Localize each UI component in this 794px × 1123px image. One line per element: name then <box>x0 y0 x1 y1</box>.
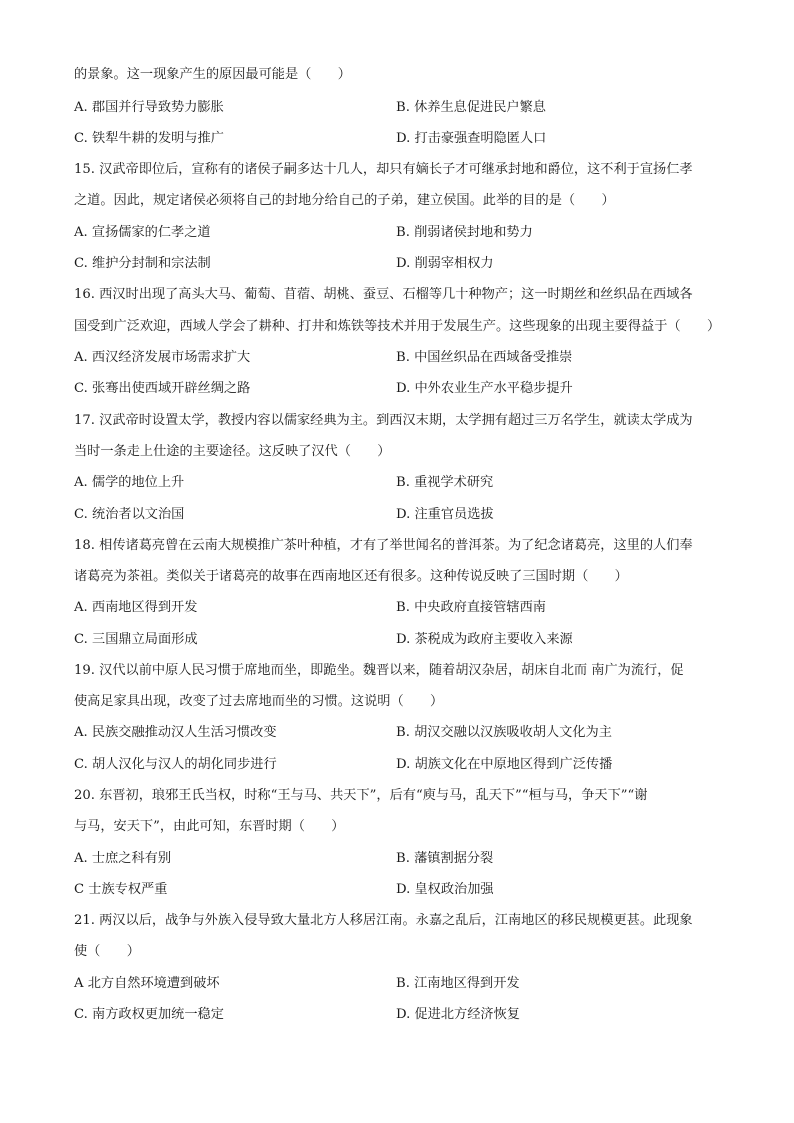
option-d: D. 胡族文化在中原地区得到广泛传播 <box>396 757 613 772</box>
option-b: B. 重视学术研究 <box>396 475 494 490</box>
question-stem-line: 与马，安天下”，由此可知，东晋时期（ ） <box>74 819 345 834</box>
option-b: B. 削弱诸侯封地和势力 <box>396 225 533 240</box>
option-c: C. 铁犁牛耕的发明与推广 <box>74 131 224 146</box>
option-d: D. 中外农业生产水平稳步提升 <box>396 381 573 396</box>
option-a: A. 西南地区得到开发 <box>74 600 198 615</box>
option-d: D. 削弱宰相权力 <box>396 256 494 271</box>
question-stem-line: 17. 汉武帝时设置太学，教授内容以儒家经典为主。到西汉末期，太学拥有超过三万名学生，就读太学成为 <box>74 413 693 428</box>
question-stem-line: 21. 两汉以后，战争与外族入侵导致大量北方人移居江南。永嘉之乱后，江南地区的移民规模更甚。此现象 <box>74 913 693 928</box>
option-a: A. 民族交融推动汉人生活习惯改变 <box>74 725 277 740</box>
question-stem-line: 的景象。这一现象产生的原因最可能是（ ） <box>74 67 351 82</box>
option-b: B. 藩镇割据分裂 <box>396 851 494 866</box>
option-d: D. 注重官员选拔 <box>396 507 494 522</box>
question-stem-line: 19. 汉代以前中原人民习惯于席地而坐，即跪坐。魏晋以来，随着胡汉杂居，胡床自北而 南广为流行，促 <box>74 663 684 678</box>
option-a: A 北方自然环境遭到破坏 <box>74 976 220 991</box>
option-d: D. 皇权政治加强 <box>396 882 494 897</box>
question-stem-line: 当时一条走上仕途的主要途径。这反映了汉代（ ） <box>74 444 391 459</box>
question-stem-line: 使（ ） <box>74 944 140 959</box>
question-stem-line: 18. 相传诸葛亮曾在云南大规模推广茶叶种植，才有了举世闻名的普洱茶。为了纪念诸葛亮，这里的人们奉 <box>74 538 693 553</box>
option-c: C. 张骞出使西域开辟丝绸之路 <box>74 381 251 396</box>
option-a: A. 士庶之科有别 <box>74 851 172 866</box>
option-c: C. 三国鼎立局面形成 <box>74 632 198 647</box>
option-c: C. 南方政权更加统一稳定 <box>74 1007 224 1022</box>
option-a: A. 儒学的地位上升 <box>74 475 185 490</box>
question-stem-line: 16. 西汉时出现了高头大马、葡萄、苜蓿、胡桃、蚕豆、石榴等几十种物产；这一时期丝和丝织品在西域各 <box>74 287 693 302</box>
question-stem-line: 诸葛亮为茶祖。类似关于诸葛亮的故事在西南地区还有很多。这种传说反映了三国时期（ ） <box>74 569 628 584</box>
option-c: C 士族专权严重 <box>74 882 168 897</box>
option-b: B. 江南地区得到开发 <box>396 976 520 991</box>
option-d: D. 茶税成为政府主要收入来源 <box>396 632 573 647</box>
option-d: D. 促进北方经济恢复 <box>396 1007 520 1022</box>
option-d: D. 打击豪强查明隐匿人口 <box>396 131 547 146</box>
question-stem-line: 20. 东晋初，琅邪王氏当权，时称“王与马、共天下”，后有“庾与马，乱天下”“桓与马，争天下”“谢 <box>74 788 648 803</box>
option-c: C. 统治者以文治国 <box>74 507 185 522</box>
option-b: B. 胡汉交融以汉族吸收胡人文化为主 <box>396 725 612 740</box>
option-b: B. 中国丝织品在西域备受推崇 <box>396 350 573 365</box>
option-a: A. 郡国并行导致势力膨胀 <box>74 100 224 115</box>
option-b: B. 中央政府直接管辖西南 <box>396 600 546 615</box>
option-c: C. 维护分封制和宗法制 <box>74 256 211 271</box>
option-a: A. 西汉经济发展市场需求扩大 <box>74 350 251 365</box>
option-b: B. 休养生息促进民户繁息 <box>396 100 546 115</box>
option-a: A. 宣扬儒家的仁孝之道 <box>74 225 211 240</box>
question-stem-line: 15. 汉武帝即位后，宣称有的诸侯子嗣多达十几人，却只有嫡长子才可继承封地和爵位，这不利于宣扬仁孝 <box>74 162 693 177</box>
question-stem-line: 使高足家具出现，改变了过去席地而坐的习惯。这说明（ ） <box>74 694 444 709</box>
option-c: C. 胡人汉化与汉人的胡化同步进行 <box>74 757 277 772</box>
question-stem-line: 之道。因此，规定诸侯必须将自己的封地分给自己的子弟，建立侯国。此举的目的是（ ） <box>74 193 615 208</box>
question-stem-line: 国受到广泛欢迎，西域人学会了耕种、打井和炼铁等技术并用于发展生产。这些现象的出现主要得益于（ ） <box>74 319 721 334</box>
